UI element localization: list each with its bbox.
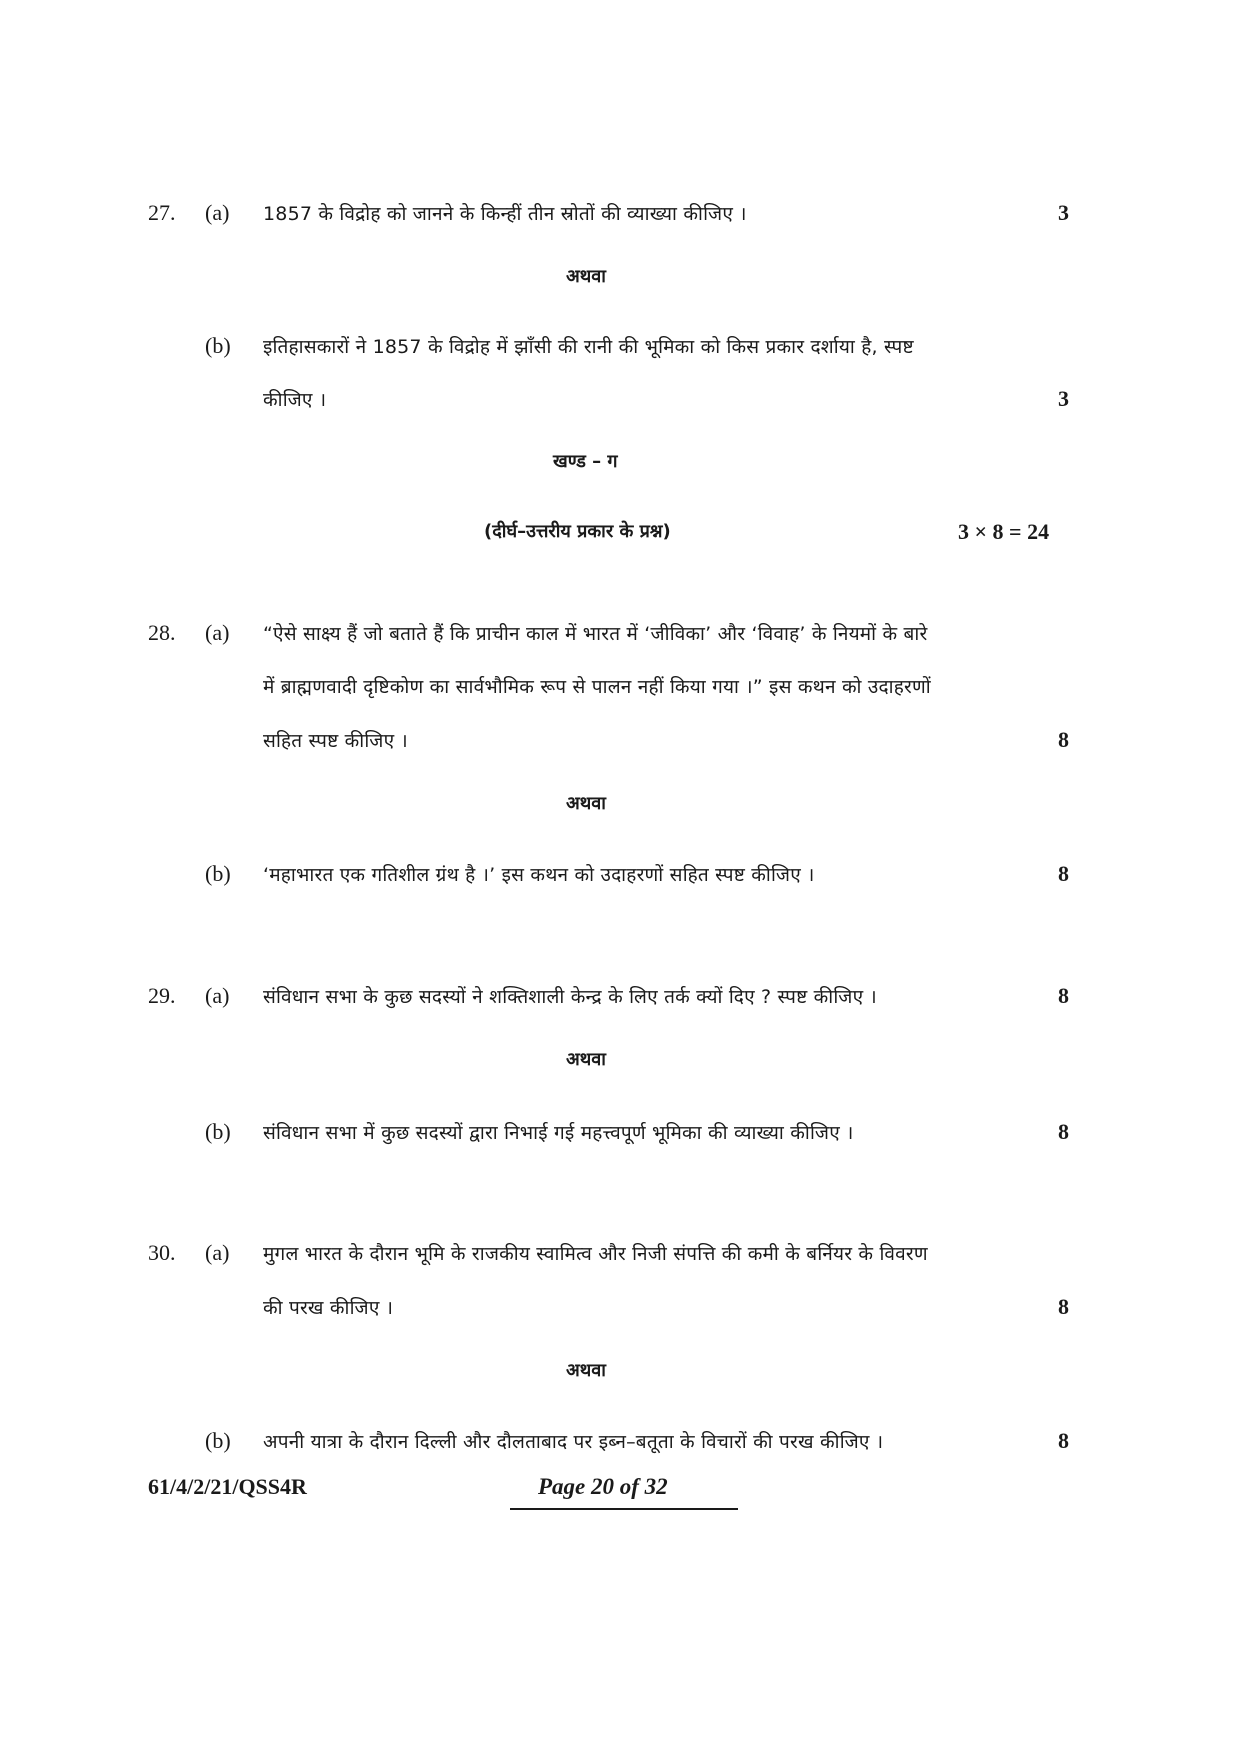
q27-b-line1: इतिहासकारों ने 1857 के विद्रोह में झाँसी की रानी की भूमिका को किस प्रकार दर्शाया है, स्पष्ट [263, 336, 914, 358]
page-number: Page 20 of 32 [538, 1474, 668, 1499]
q27-b-marks: 3 [1058, 386, 1069, 411]
q27-b-label: (b) [205, 333, 231, 358]
q30-a-line2: की परख कीजिए । [263, 1297, 394, 1319]
q29-a-text: संविधान सभा के कुछ सदस्यों ने शक्तिशाली केन्द्र के लिए तर्क क्यों दिए ? स्पष्ट कीजिए । [263, 986, 877, 1008]
q30-a-label: (a) [205, 1240, 230, 1265]
q27-or: अथवा [566, 266, 606, 287]
q29-b-text: संविधान सभा में कुछ सदस्यों द्वारा निभाई गई महत्त्वपूर्ण भूमिका की व्याख्या कीजिए । [263, 1122, 854, 1144]
q28-b-marks: 8 [1058, 861, 1069, 886]
q27-b-line2: कीजिए । [263, 389, 327, 411]
q29-b-label: (b) [205, 1119, 231, 1144]
q30-b-label: (b) [205, 1428, 231, 1453]
page-number-underline [510, 1508, 738, 1510]
q28-a-label: (a) [205, 620, 230, 645]
q28-or: अथवा [566, 793, 606, 814]
q27-number: 27. [148, 200, 176, 225]
q29-number: 29. [148, 983, 176, 1008]
q29-or: अथवा [566, 1049, 606, 1070]
q30-b-text: अपनी यात्रा के दौरान दिल्ली और दौलताबाद पर इब्न–बतूता के विचारों की परख कीजिए । [263, 1431, 884, 1453]
q30-or: अथवा [566, 1360, 606, 1381]
q29-a-label: (a) [205, 983, 230, 1008]
q27-a-label: (a) [205, 200, 230, 225]
q28-a-line3: सहित स्पष्ट कीजिए । [263, 730, 408, 752]
q29-b-marks: 8 [1058, 1119, 1069, 1144]
section-title: खण्ड – ग [553, 451, 618, 472]
q28-a-line1: “ऐसे साक्ष्य हैं जो बताते हैं कि प्राचीन काल में भारत में ‘जीविका’ और ‘विवाह’ के नियमों के बारे [263, 623, 928, 645]
q28-b-text: ‘महाभारत एक गतिशील ग्रंथ है ।’ इस कथन को उदाहरणों सहित स्पष्ट कीजिए । [263, 864, 815, 886]
q28-a-line2: में ब्राह्मणवादी दृष्टिकोण का सार्वभौमिक रूप से पालन नहीं किया गया ।” इस कथन को उदाहरणों [263, 676, 931, 698]
q27-a-marks: 3 [1058, 200, 1069, 225]
section-subtitle: (दीर्घ–उत्तरीय प्रकार के प्रश्न) [484, 521, 671, 542]
q28-number: 28. [148, 620, 176, 645]
q30-a-marks: 8 [1058, 1294, 1069, 1319]
q28-b-label: (b) [205, 861, 231, 886]
q28-a-marks: 8 [1058, 727, 1069, 752]
q29-a-marks: 8 [1058, 983, 1069, 1008]
q27-a-text: 1857 के विद्रोह को जानने के किन्हीं तीन स्रोतों की व्याख्या कीजिए । [263, 203, 747, 225]
q30-b-marks: 8 [1058, 1428, 1069, 1453]
q30-a-line1: मुगल भारत के दौरान भूमि के राजकीय स्वामित्व और निजी संपत्ति की कमी के बर्नियर के विवरण [263, 1243, 928, 1265]
paper-code: 61/4/2/21/QSS4R [148, 1474, 307, 1499]
section-marks: 3 × 8 = 24 [958, 519, 1050, 544]
q30-number: 30. [148, 1240, 176, 1265]
